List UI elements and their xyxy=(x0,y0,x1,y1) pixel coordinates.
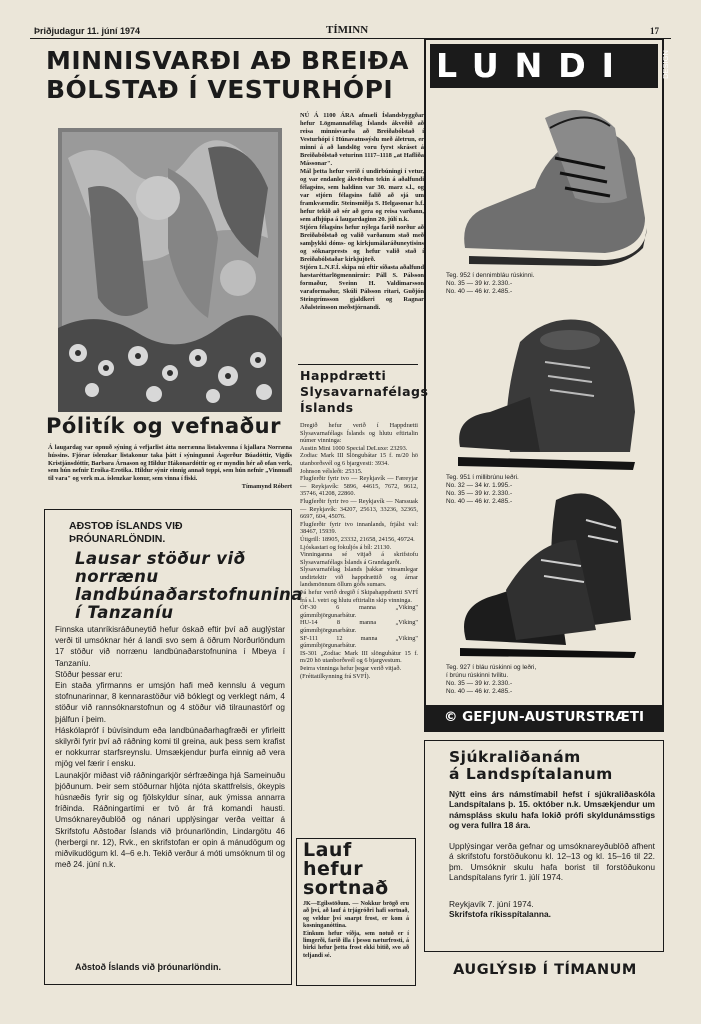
hospital-title-1: Sjúkraliðanám xyxy=(449,748,581,766)
shoe-photo-1 xyxy=(455,98,655,268)
job-ad-box xyxy=(44,509,303,985)
lundi-design-label: DESIGN xyxy=(661,50,671,79)
hospital-sign-office: Skrifstofa ríkisspítalanna. xyxy=(449,909,551,920)
lundi-logo xyxy=(430,44,671,88)
hospital-body-2: Upplýsingar verða gefnar og umsóknareyðublöð afhent á skrifstofu forstöðukonu kl. 12–13 og kl. 15–16 til 22. þm. Umsóknir skulu hafa borist til forstöðukonu Landspítalans fyrir 1. júlí 1974. xyxy=(449,841,655,883)
hospital-signature xyxy=(449,899,551,920)
job-ad-body: Finnska utanríkisráðuneytið hefur óskað eftir því að auglýstar verði til umsóknar hér á landi svo sem á öðrum Norðurlöndum 17 stöður við norrænu landbúnaðarstofnunina í Mbeya í Tanzaníu. Stöður þessar eru: Ein staða yfirmanns er umsjón hafi með kennslu á vegum stofnunarinnar, 8 kennarastöður við bóklegt og verklegt nám, 4 stöður við rannsóknarstofnun og 4 stöður við tilraunastörf og þjálfun í þeim. Háskólapróf í búvísindum eða landbúnaðarhagfræði er yfirleitt skilyrði fyrir því að ráðning komi til greina, auk þess sem krafist er nokkurrar starfsreynslu. Umsækjendur þurfa einnig að vera mjög vel færir í ensku. Launakjör miðast við ráðningarkjör sérfræðinga hjá Sameinuðu þjóðunum. Þeir sem stöðurnar hljóta njóta skattfrelsis, ókeypis húsnæðis fyrir sig og fjölskyldur sínar, auk ýmissa annarra fríðinda. Ráðningartími er tvö ár frá komandi hausti. Umsóknareyðublöð og nánari upplýsingar verða veittar á Skrifstofu Aðstoðar Íslands við þróunarlöndin, Lindargötu 46 (herbergi nr. 12), Rvk., en skrifstofan er opin á mánudögum og miðvikudögum kl. 4–6 e.h. Tekið verður á móti umsóknum til og með 24. júní n.k. xyxy=(55,625,285,870)
shoe-3-price: Teg. 927 í bláu rúskinni og leðri, í brúnu rúskinni tvílitu. No. 35 — 39 kr. 2.330.- No. 40 — 46 kr. 2.485.- xyxy=(446,664,537,695)
shoe-photo-2 xyxy=(450,302,650,472)
store-name: © GEFJUN-AUSTURSTRÆTI xyxy=(443,709,645,725)
shoe-1-price: Teg. 952 í dennimbláu rúskinni. No. 35 — 39 kr. 2.330.- No. 40 — 46 kr. 2.485.- xyxy=(446,272,535,295)
footer-slogan: AUGLÝSIÐ Í TÍMANUM xyxy=(453,962,637,978)
hospital-body-1: Nýtt eins árs námstímabil hefst í sjúkraliðaskóla Landspítalans þ. 15. október n.k. Umsækjendur um námspláss skulu hafa lokið prófi skyldunámsstigs og vera fullra 18 ára. xyxy=(449,789,655,831)
headline-line-1: MINNISVARÐI AÐ BREIÐA xyxy=(46,46,410,75)
art-caption-text: Á laugardag var opnuð sýning á vefjarlist átta norrænna listakvenna í kjallara Norræna hússins. Fjórar íslenzkar listakonur taka þátt í sýningunni Ásgerður Búadóttir, Vigdís Kristjánsdóttir, Barbara Árnason og Hildur Hákonardóttir og er myndin hér að ofan verk, sem hún nefnir Eroika-Erotika. Hildur sýnir einnig annað teppi, sem hún nefnir „Vinnuafl til vara" og verk m.a. íslenzkar konur, sem vinna í fiski. xyxy=(48,444,292,483)
leaves-title xyxy=(303,841,389,898)
hospital-sign-date: Reykjavík 7. júní 1974. xyxy=(449,899,534,909)
headline-line-2: BÓLSTAÐ Í VESTURHÓPI xyxy=(46,75,394,104)
job-ad-title: Lausar stöður við norrænu landbúnaðarstofnunina í Tanzaníu xyxy=(75,549,303,622)
shoe-2-price: Teg. 951 í millibrúnu leðri. No. 32 — 34 kr. 1.995.- No. 35 — 39 kr. 2.330.- No. 40 — 46 kr. 2.485.- xyxy=(446,474,519,505)
store-banner xyxy=(424,705,664,732)
lundi-brand: LUNDI xyxy=(436,46,630,85)
issue-date: Þriðjudagur 11. júní 1974 xyxy=(34,26,141,36)
tapestry-photo xyxy=(58,128,282,412)
leaves-body: JK—Egilsstöðum. — Nokkur brögð eru að því, að lauf á trjágróðri hafi sortnað, og veldur því snarpt frost, er kom á kosninganóttina. Einkum hefur víðja, sem notuð er í limgerði, farið illa í þessu næturfrosti, á birki hefur þetta frost ekki bitið, svo að teljandi sé. xyxy=(303,901,409,959)
art-title: Pólitík og vefnaður xyxy=(46,414,281,438)
photo-credit: Tímamynd Róbert xyxy=(241,482,292,490)
job-ad-kicker-2: ÞRÓUNARLÖNDIN. xyxy=(69,533,166,545)
monument-article-body: NÚ Á 1100 ÁRA afmæli Íslandsbyggðar hefur Lögmannafélag Íslands ákveðið að reisa minnisvarða að Breiðabólstað í Vesturhópi í Húnavatnssýslu með áletrun, er minni á að landslög voru fyrst skráset á Breiðabólstað veturinn 1117–1118 „at Hafliða Mássonar". Mál þetta hefur verið í undirbúningi í vetur, og var endanleg ákvörðun tekin á aðalfundi félagsins, sem haldinn var 30. marz s.l., og var stjórn félagsins falið að sjá um framkvæmdir. Steinsmiðja S. Helgasonar h.f. hefur tekið að sér að gera og reisa varðann, sem afhjúpa á laugardaginn 20. júlí n.k. Stjórn félagsins hefur nýlega farið norður að Breiðabólstað og valið varðanum stað með samþykki dóms- og kirkjumálaráðuneytisins og sóknarprests og hefur valið stað í Breiðabólstaðar kirkjujörð. Stjórn L.N.F.Í. skipa nú eftir síðasta aðalfund hæstaréttarlögmennirnir: Páll S. Pálsson formaður, Sveinn H. Valdimarsson varaformaður, Skúli Pálsson ritari, Guðjón Steingrímsson gjaldkeri og Ragnar Aðalsteinsson meðstjórnandi. xyxy=(300,112,424,311)
lottery-rule xyxy=(298,364,418,365)
leaves-title-1: Lauf xyxy=(303,839,352,861)
lottery-title: Happdrætti Slysavarnafélags Íslands xyxy=(300,368,429,415)
lottery-body: Dregið hefur verið í Happdrætti Slysavarnafélags Íslands og hlutu eftirtalin númer vinninga: Austin Mini 1000 Special DeLuxe: 23293. Zodiac Mark III Slöngubátar 15 f. m/20 hö utanborðsvél og 6 bjargvesti: 3934. Johnson vélsleði: 25315. Flugferðir fyrir tvo — Reykjavík — Færeyjar — Reykjavík: 5896, 44615, 7672, 9612, 35746, 41208, 22860. Flugferðir fyrir tvo — Reykjavík — Narssuak — Reykjavík: 34207, 25613, 33236, 32365, 6697, 604, 45076. Flugferðir fyrir tvo innanlands, frjálst val: 38467, 15939. Útigrill: 18905, 23332, 21658, 24156, 49724. Ljóskastari og fokuljós á bíl: 21130. Vinninganna sé vitjað á skrifstofu Slysavarnafélags Íslands á Grandagarði. Slysavarnafélag Íslands þakkar vinsamlegar undirtektir við happdrættið og árnar landsmönnum öllum góðs sumars. Þá hefur verið dregið í Skipahappdrætti SVFÍ frá s.l. vetri og hlutu eftirtalin skip vinninga. ÓF-30 6 manna „Viking" gúmmíbjörgunarbátur. HU-14 8 manna „Viking" gúmmíbjörgunarbátur. SF-111 12 manna „Viking" gúmmíbjörgunarbátur. IS-301 „Zodiac Mark III slöngubátur 15 f. m/20 hö utanborðsvél og 6 bjargvestum. Þeirra vinninga hefur þegar verið vitjað. (Fréttatilkynning frá SVFÍ). xyxy=(300,422,418,680)
job-ad-signoff: Aðstoð Íslands við þróunarlöndin. xyxy=(75,962,222,972)
art-caption xyxy=(48,444,292,491)
leaves-title-2: hefur xyxy=(303,858,364,880)
shoe-photo-3 xyxy=(446,480,656,660)
leaves-box xyxy=(296,838,416,986)
hospital-ad-box xyxy=(424,740,664,952)
job-ad-kicker-1: AÐSTOÐ ÍSLANDS VIÐ xyxy=(69,520,183,532)
newspaper-name: TÍMINN xyxy=(326,24,369,36)
hospital-title xyxy=(449,749,613,783)
page-number: 17 xyxy=(650,26,659,36)
hospital-title-2: á Landspítalanum xyxy=(449,765,613,783)
main-headline xyxy=(46,46,409,104)
leaves-title-3: sortnað xyxy=(303,877,389,899)
job-ad-kicker xyxy=(69,520,183,546)
